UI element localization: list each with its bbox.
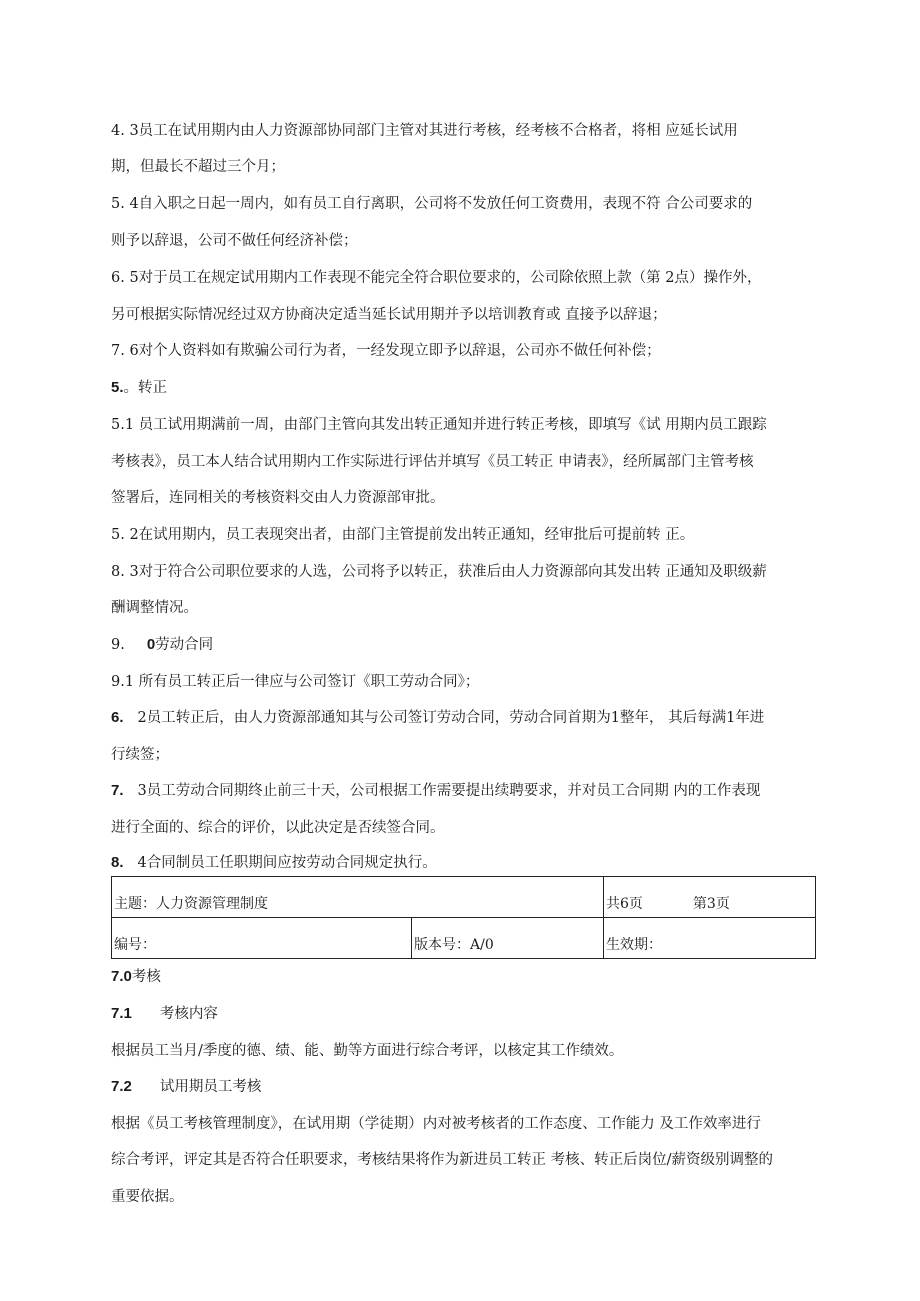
paragraph-5-3-line1: 8. 3对于符合公司职位要求的人选，公司将予以转正，获准后由人力资源部向其发出转 正通知及职级薪 [111,564,767,580]
table-row [112,877,816,918]
paragraph-7-1-line1: 根据员工当月/季度的德、绩、能、勤等方面进行综合考评，以核定其工作绩效。 [111,1043,624,1059]
paragraph-9-2-text: 2员工转正后，由人力资源部通知其与公司签订劳动合同，劳动合同首期为1整年， 其后每满1年进 [137,710,765,726]
section-9-title: 劳动合同 [155,637,214,653]
paragraph-9-2-line1 [111,708,764,728]
page-number: 第3页 [692,896,730,912]
paragraph-4-4-line2: 则予以辞退，公司不做任何经济补偿； [111,233,358,249]
paragraph-9-4-line1 [111,853,437,873]
subject-cell: 主题：人力资源管理制度 [112,877,604,918]
section-5-heading [111,378,167,398]
subsection-7-2-number: 7.2 [111,1078,132,1095]
paragraph-5-1-line2: 考核表》，员工本人结合试用期内工作实际进行评估并填写《员工转正 申请表》，经所属部门主管考核 [111,454,754,470]
serial-cell: 编号： [112,918,412,959]
subsection-7-2-heading [111,1077,261,1097]
document-info-table [111,876,816,959]
section-7-number: 7.0 [111,968,132,985]
section-9-heading [111,635,213,655]
section-5-number: 5. [111,379,124,396]
section-9-number-bold: 0 [146,636,156,653]
paragraph-7-2-line1: 根据《员工考核管理制度》，在试用期（学徒期）内对被考核者的工作态度、工作能力 及工作效率进行 [111,1116,761,1132]
effective-date-cell: 生效期： [604,918,816,959]
paragraph-7-2-line3: 重要依据。 [111,1189,184,1205]
paragraph-5-1-line3: 签署后，连同相关的考核资料交由人力资源部审批。 [111,490,445,506]
paragraph-4-4-line1: 5. 4自入职之日起一周内，如有员工自行离职，公司将不发放任何工资费用，表现不符 合公司要求的 [111,196,753,212]
table-row [112,918,816,959]
paragraph-4-3-line2: 期，但最长不超过三个月； [111,159,285,175]
paragraph-4-6-line1: 7. 6对个人资料如有欺骗公司行为者，一经发现立即予以辞退，公司亦不做任何补偿； [111,343,661,359]
paragraph-5-3-line2: 酬调整情况。 [111,600,198,616]
subsection-7-1-title: 考核内容 [159,1006,218,1022]
paragraph-4-5-line1: 6. 5对于员工在规定试用期内工作表现不能完全符合职位要求的，公司除依照上款（第 2点）操作外， [111,270,762,286]
pages-cell [604,877,816,918]
paragraph-9-3-number: 7. [111,782,124,799]
subsection-7-2-title: 试用期员工考核 [159,1079,262,1095]
paragraph-9-4-number: 8. [111,854,124,871]
version-cell: 版本号：A/0 [412,918,604,959]
paragraph-5-2-line1: 5. 2在试用期内，员工表现突出者，由部门主管提前发出转正通知，经审批后可提前转 正。 [111,527,695,543]
paragraph-9-4-text: 4合同制员工任职期间应按劳动合同规定执行。 [137,855,437,871]
paragraph-4-3-line1: 4. 3员工在试用期内由人力资源部协同部门主管对其进行考核，经考核不合格者，将相 应延长试用 [111,123,738,139]
section-7-title: 考核 [131,969,161,985]
paragraph-9-2-number: 6. [111,709,124,726]
paragraph-9-2-line2: 行续签； [111,747,169,763]
paragraph-7-2-line2: 综合考评，评定其是否符合任职要求，考核结果将作为新进员工转正 考核、转正后岗位/薪资级别调整的 [111,1152,773,1168]
section-9-number: 9. [111,637,125,653]
section-7-heading [111,967,161,987]
paragraph-9-3-line1 [111,781,760,801]
total-pages: 共6页 [606,896,643,912]
subsection-7-1-heading [111,1004,218,1024]
subsection-7-1-number: 7.1 [111,1005,132,1022]
paragraph-9-3-text: 3员工劳动合同期终止前三十天，公司根据工作需要提出续聘要求，并对员工合同期 内的工作表现 [137,783,761,799]
paragraph-9-1-line1: 9.1 所有员工转正后一律应与公司签订《职工劳动合同》； [111,674,480,690]
paragraph-5-1-line1: 5.1 员工试用期满前一周，由部门主管向其发出转正通知并进行转正考核，即填写《试 用期内员工跟踪 [111,417,767,433]
paragraph-4-5-line2: 另可根据实际情况经过双方协商决定适当延长试用期并予以培训教育或 直接予以辞退； [111,307,667,323]
section-5-title: 。转正 [123,380,168,396]
paragraph-9-3-line2: 进行全面的、综合的评价，以此决定是否续签合同。 [111,820,445,836]
